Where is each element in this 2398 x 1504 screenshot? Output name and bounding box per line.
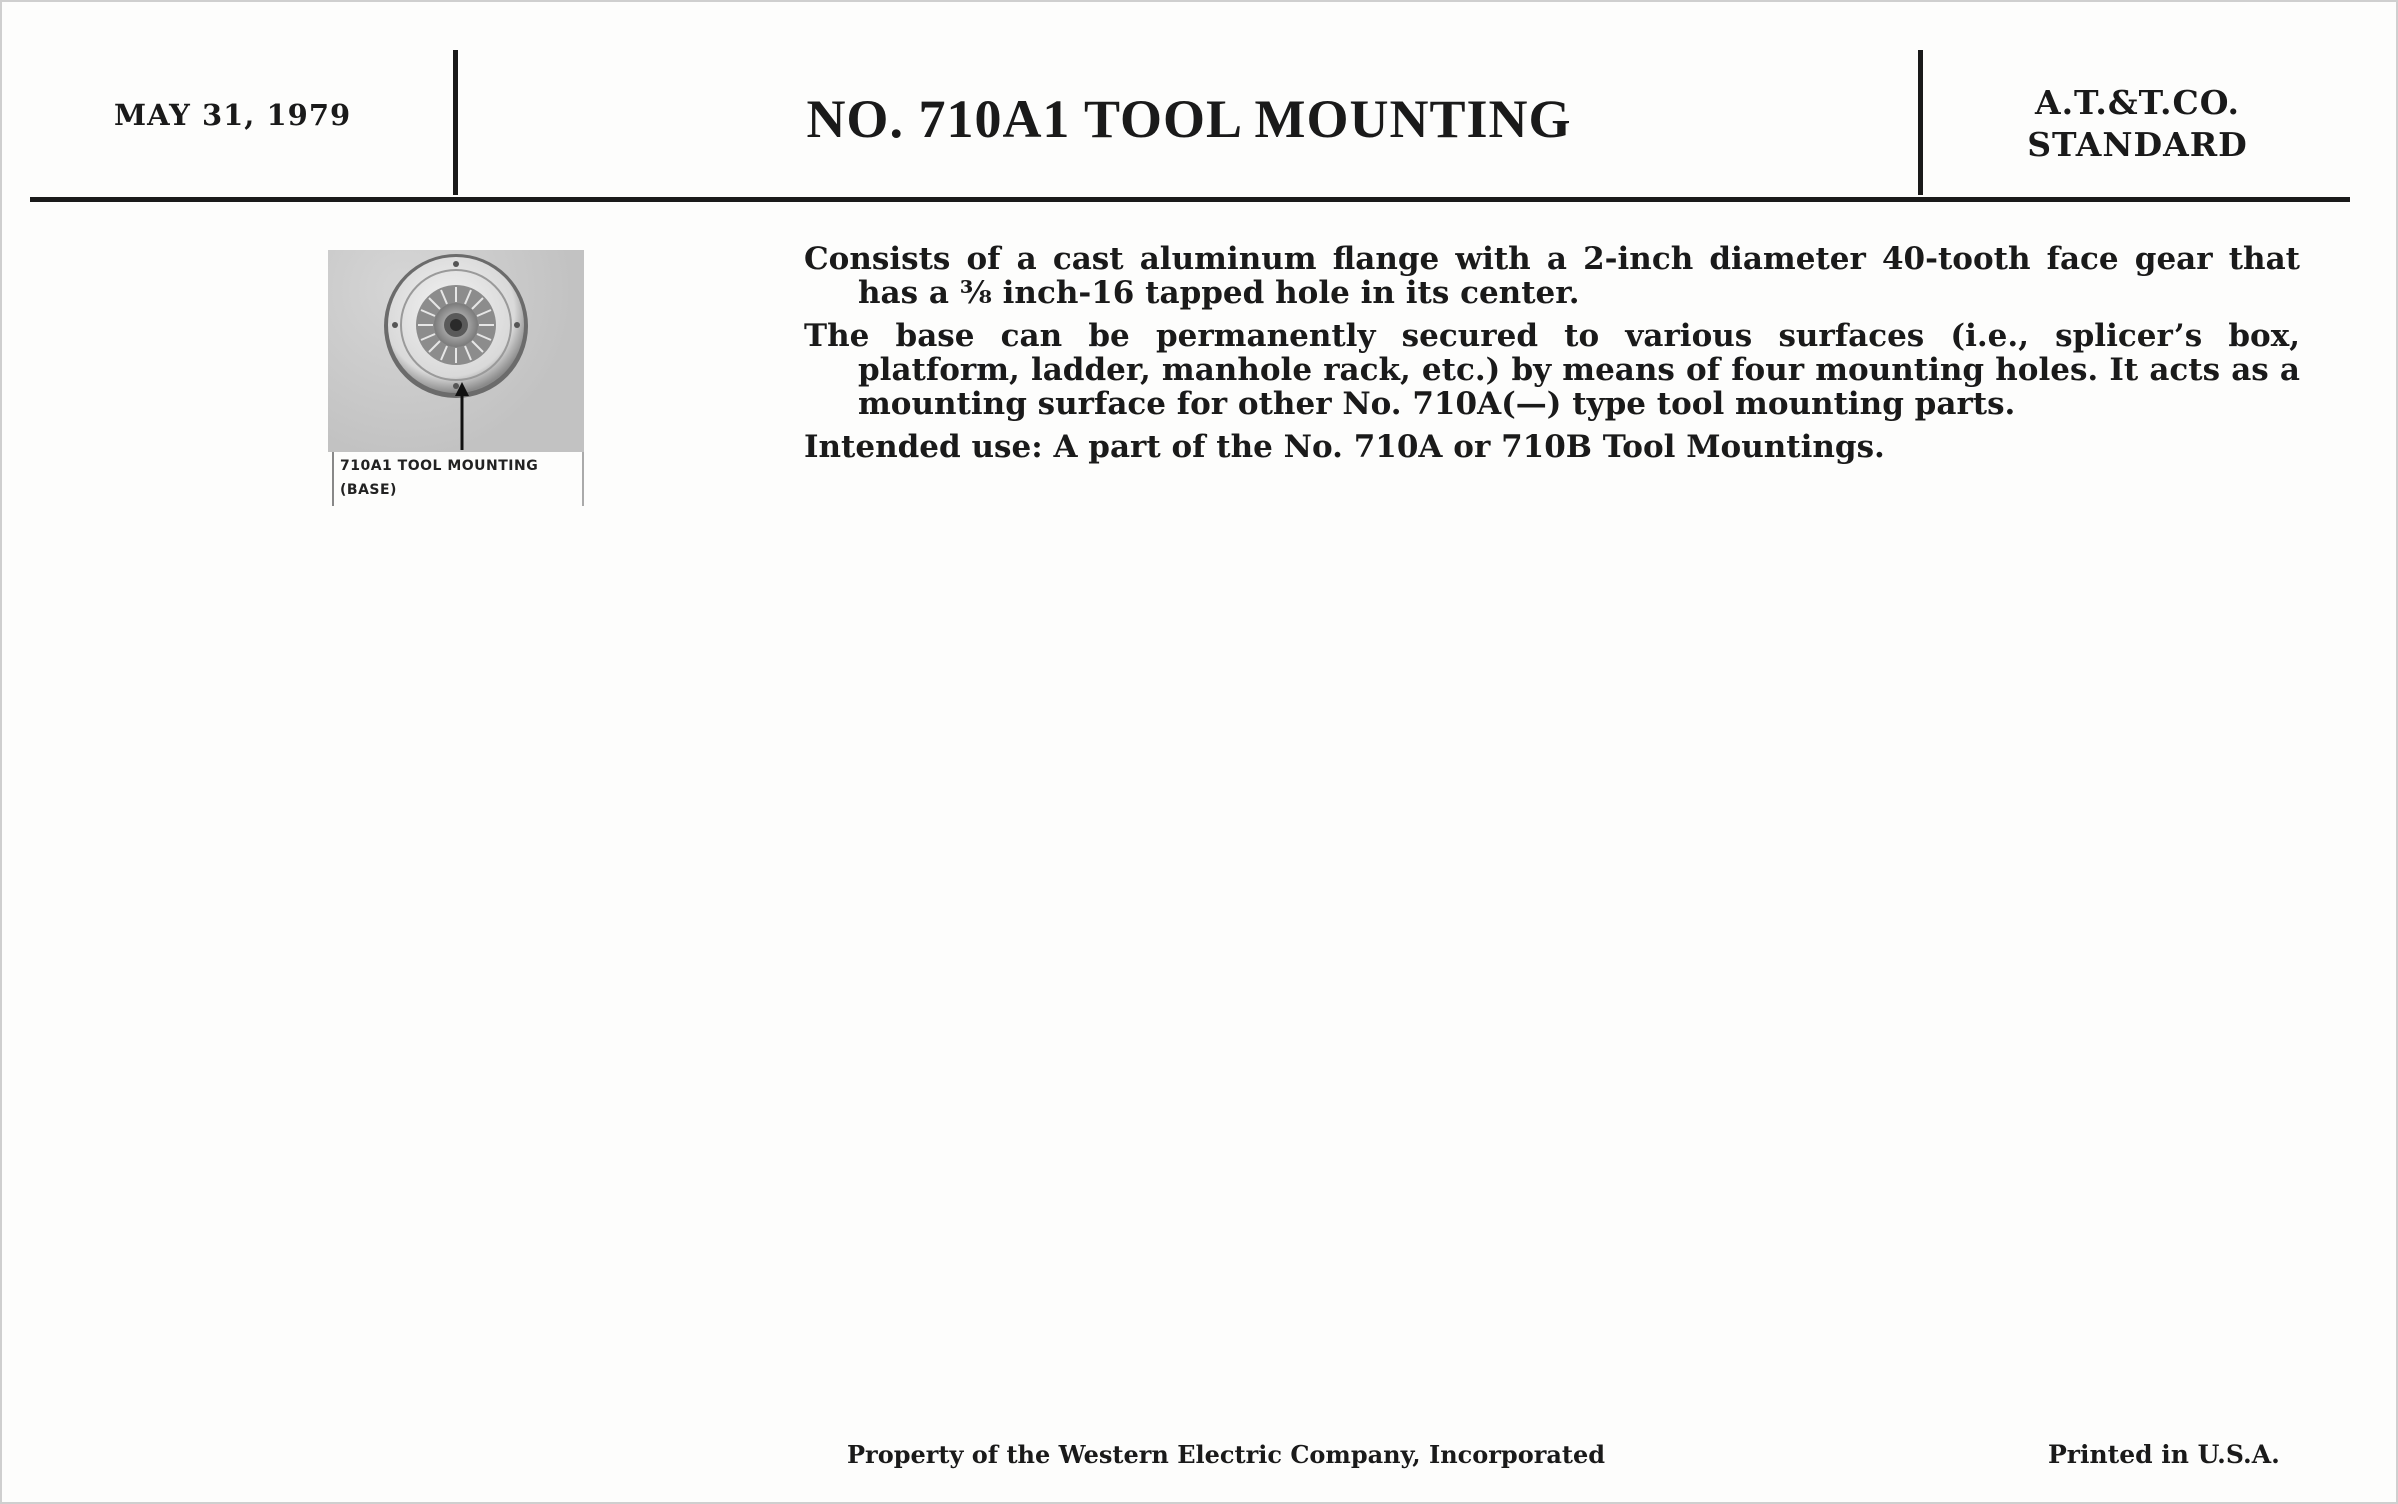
description-paragraph-2: The base can be permanently secured to various surfaces (i.e., splicer’s box, platform, ladder, manhole rack, etc.) by means of four mounting holes. It acts as a mounting surface for other No. 710A(—) type tool mounting parts. <box>804 318 2300 422</box>
header-divider-right <box>1918 50 1923 195</box>
product-photo <box>328 250 584 452</box>
intended-use-paragraph: Intended use: A part of the No. 710A or 710B Tool Mountings. <box>804 429 1885 465</box>
caption-line-1: 710A1 TOOL MOUNTING <box>340 458 539 474</box>
header-rule <box>30 197 2350 202</box>
header <box>30 2 2350 200</box>
product-figure <box>328 250 584 506</box>
document-title: NO. 710A1 TOOL MOUNTING <box>806 89 1572 149</box>
property-notice: Property of the Western Electric Company, Incorporated <box>847 1440 1606 1469</box>
description <box>804 242 2300 473</box>
figure-caption <box>340 454 538 502</box>
issue-date: MAY 31, 1979 <box>114 98 352 132</box>
standard-line-1: A.T.&T.CO. <box>2034 83 2241 122</box>
printed-notice: Printed in U.S.A. <box>2048 1440 2280 1469</box>
description-paragraph-1: Consists of a cast aluminum flange with a 2-inch diameter 40-tooth face gear that has a ⅜ inch-16 tapped hole in its center. <box>804 241 2300 311</box>
standard-label <box>1925 82 2350 166</box>
header-divider-left <box>453 50 458 195</box>
standard-line-2: STANDARD <box>2027 125 2248 164</box>
tool-mounting-base-image <box>328 250 584 452</box>
caption-line-2: (BASE) <box>340 482 397 498</box>
